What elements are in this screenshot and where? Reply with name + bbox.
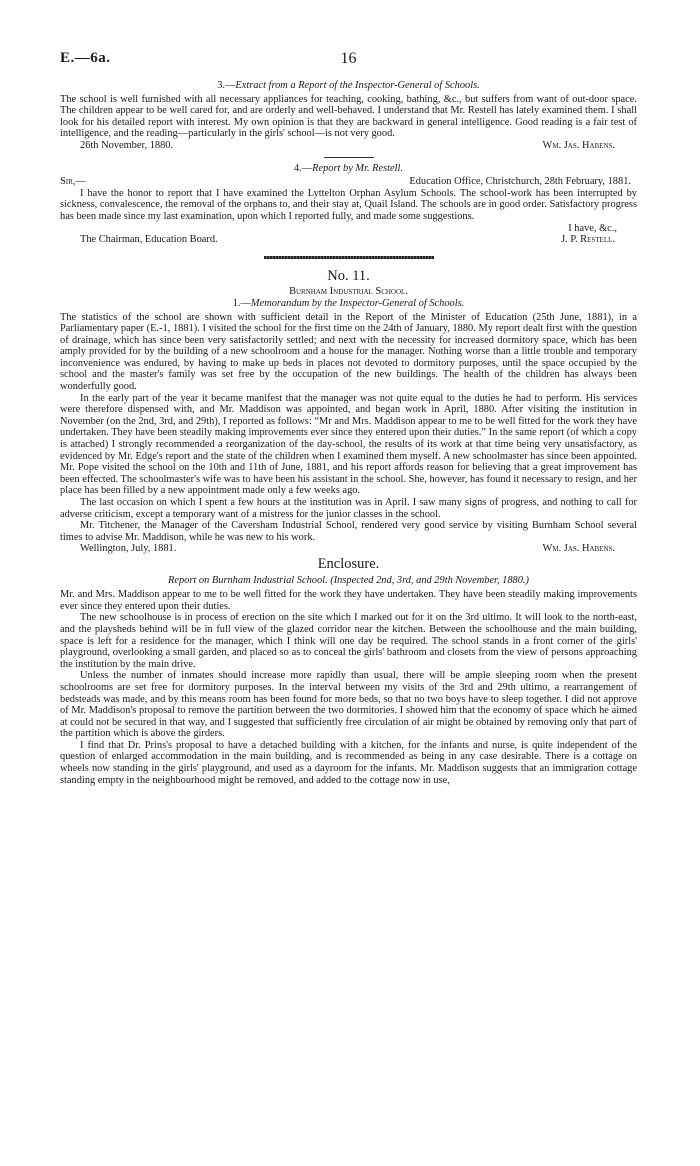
thick-divider <box>264 256 434 259</box>
enclosure-paragraph: Mr. and Mrs. Maddison appear to me to be well fitted for the work they have undertaken. They have been steadily making improvements ever since they entered upon their duties. <box>60 589 637 612</box>
school-name: Burnham Industrial School. <box>289 286 408 298</box>
section-4-title-text: Report by Mr. Restell. <box>312 162 404 174</box>
enclosure-title: Report on Burnham Industrial School. (Inspected 2nd, 3rd, and 29th November, 1880.) <box>168 574 529 586</box>
letter-address: Education Office, Christchurch, 28th February, 1881. <box>409 176 631 188</box>
memo-paragraph: In the early part of the year it became manifest that the manager was not quite equal to the duties he had to perform. His services were therefore dispensed with, and Mr. Maddison was appointed, and began work in April, 1880. After visiting the institution in November (on the 2nd, 3rd, and 29th), I reported as follows: “Mr and Mrs. Maddison appear to me to be well fitted for the work they have undertaken. They have been steadily making improvements ever since they entered upon their duties.” In the same report (of which a copy is attached) I strongly recommended a reorganization of the day-school, the results of its work at that time being very unsatisfactory, as evidenced by Mr. Edge's report and the state of the children when I examined them myself. A new schoolmaster has since been appointed. Mr. Pope visited the school on the 10th and 11th of June, 1881, and his report affords reason for believing that a great improvement has been effected. The schoolmaster's wife was to have been his assistant in the school. She, however, has found it necessary to resign, and her place has been filled by a new appointment made only a few weeks ago. <box>60 392 637 497</box>
no-11-heading: No. 11. <box>327 267 370 284</box>
page-number: 16 <box>340 50 357 67</box>
section-4-title <box>60 163 637 175</box>
memo-number: 1.— <box>232 297 251 309</box>
letter-addressee: The Chairman, Education Board. <box>80 234 218 246</box>
section-3-title-text: Extract from a Report of the Inspector-General of Schools. <box>235 80 480 91</box>
section-3-paragraph: The school is well furnished with all necessary appliances for teaching, cooking, bathing, &c., but suffers from want of out-door space. The children appear to be well cared for, and are orderly and well-behaved. I understand that Mr. Restell has lately examined them. I shall look for his detailed report with interest. My own opinion is that they are backward in general intelligence. Good reading is a fair test of intelligence, and the reading—particularly in the girls' school—is not very good. <box>60 93 637 140</box>
memo-paragraph: The statistics of the school are shown with sufficient detail in the Report of the Minister of Education (25th June, 1881), in a Parliamentary paper (E.-1, 1881). I visited the school for the first time on the 24th of January, 1880. My report dealt first with the question of drainage, which has since been very satisfactorily settled; and next with the necessity for increased dormitory space, which has been amply provided for by the building of a new schoolroom and a house for the manager. Nothing worse than a little trouble and temporary inconvenience was endured, by having to make up beds in places not devoted to dormitory purposes, until the space occupied by the school and the master's family was set free by the occupation of the new buildings. The health of the children has always been wonderfully good. <box>60 311 637 393</box>
section-4-number: 4.— <box>293 162 313 174</box>
enclosure-paragraph: I find that Dr. Prins's proposal to have a detached building with a kitchen, for the infants and nurse, is quite independent of the question of enlarged accommodation in the main building, and is recommended as being in any case desirable. There is a cottage on wheels now standing in the girls' playground, and used as a dayroom for the infants. Mr. Maddison suggests that an immigration cottage standing empty in the neighbourhood might be removed, and added to the cottage now in use, <box>60 739 637 786</box>
memo-paragraph: The last occasion on which I spent a few hours at the institution was in April. I saw many signs of progress, and nothing to call for adverse criticism, except a temporary want of a mistress for the junior classes in the school. <box>60 497 637 520</box>
memo-signature: Wm. Jas. Habens. <box>542 543 615 555</box>
page-body <box>60 80 637 786</box>
salutation: Sir,— <box>60 176 86 188</box>
enclosure-paragraph: Unless the number of inmates should increase more rapidly than usual, there will be ample sleeping room when the present schoolrooms are set free for dormitory purposes. In the interval between my visits of the 3rd and 29th ultimo, a rearrangement of bedsteads was made, and by this means room has been found for more beds, so that no two boys have to sleep together. I did not approve of Mr. Maddison's proposal to remove the partition between the two dormitories. I showed him that the economy of space which he aimed at could not be secured in that way, and I suggested that sufficiently free circulation of air might be obtained by removing only that part of the partition which is above the girders. <box>60 670 637 740</box>
series-code: E.—6a. <box>60 50 111 66</box>
section-3-signoff <box>60 140 637 152</box>
section-3-signature: Wm. Jas. Habens. <box>542 139 615 151</box>
section-4-heading-row <box>60 176 637 188</box>
section-3-number: 3.— <box>217 80 236 91</box>
section-4-paragraph: I have the honor to report that I have examined the Lyttelton Orphan Asylum Schools. The school-work has been interrupted by sickness, convalescence, the removal of the orphans to, and their stay at, Quail Island. The schools are in good order. Satisfactory progress has been made since my last examination, upon which I reported fully, and made some suggestions. <box>60 187 637 222</box>
enclosure-heading: Enclosure. <box>317 555 380 572</box>
letter-closing: I have, &c., <box>568 222 617 234</box>
divider <box>324 157 374 158</box>
section-4-signature: J. P. Restell. <box>561 234 615 246</box>
memo-title <box>60 298 637 310</box>
section-4-signoff <box>60 234 637 246</box>
enclosure-paragraph: The new schoolhouse is in process of erection on the site which I marked out for it on the 3rd ultimo. It will look to the north-east, and the playsheds behind will be in full view of the glazed corridor near the kitchen. Between the schoolhouse and the main building, space is left for a residence for the manager, which I think will one day be required. The school stands in a front corner of the girls' playground, overlooking a small garden, and placed so as to conceal the girls' bathroom and closets from the view of persons approaching the institution by the main drive. <box>60 612 637 670</box>
section-3-title <box>60 80 637 92</box>
memo-title-text: Memorandum by the Inspector-General of Schools. <box>250 297 465 309</box>
memo-paragraph: Mr. Titchener, the Manager of the Caversham Industrial School, rendered very good service by visiting Burnham School several times to advise Mr. Maddison, while he was new to his work. <box>60 520 637 543</box>
section-3-date: 26th November, 1880. <box>80 139 174 151</box>
page-header <box>60 50 637 68</box>
memo-date: Wellington, July, 1881. <box>80 543 177 555</box>
memo-signoff <box>60 543 637 555</box>
